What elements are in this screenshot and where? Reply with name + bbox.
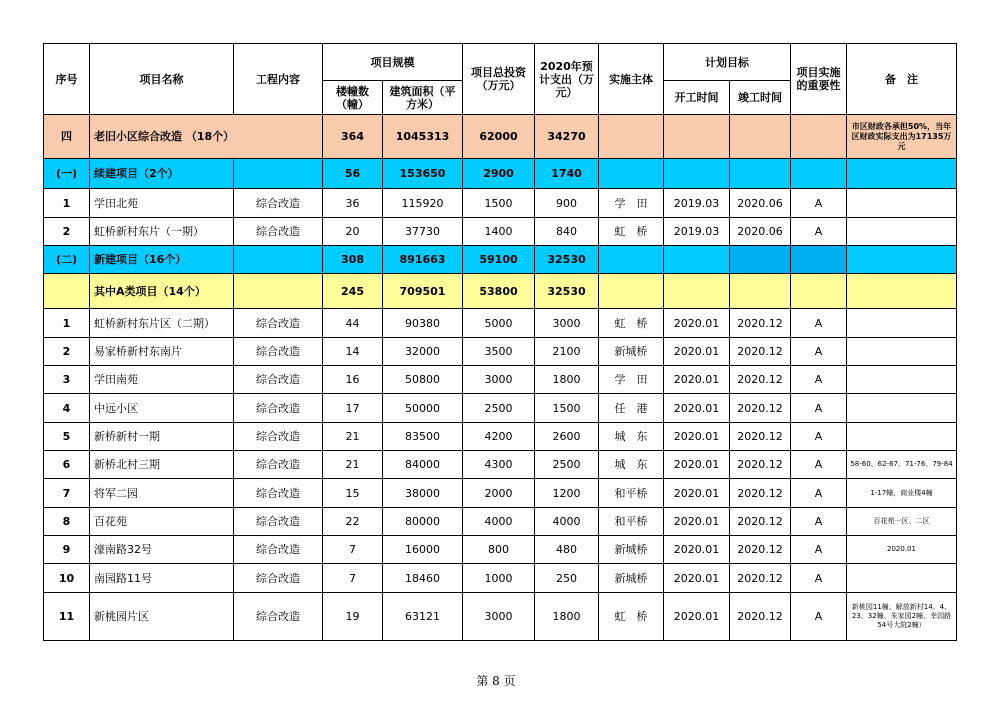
cell-start: 2020.01 [664,309,730,338]
cell-start: 2019.03 [664,189,730,218]
cell-subject: 任 港 [599,394,664,423]
cell-name: 虹桥新村东片区（二期） [90,309,234,338]
header-start: 开工时间 [664,81,730,115]
cell-finish: 2020.12 [730,423,791,451]
cell-name: 中远小区 [90,394,234,423]
cell-content: 综合改造 [234,564,323,593]
cell-subject: 虹 桥 [599,309,664,338]
cell-seq: 5 [44,423,90,451]
table-row [44,366,957,394]
cell-area: 63121 [383,593,463,641]
cell-remark [847,423,957,451]
cell-start: 2020.01 [664,338,730,366]
group1-name: 续建项目（2个） [90,159,234,189]
cell-name: 新桃园片区 [90,593,234,641]
cell-finish: 2020.12 [730,479,791,508]
group2-row [44,246,957,274]
cell-finish: 2020.12 [730,309,791,338]
cell-finish: 2020.12 [730,451,791,479]
cell-subject: 新城桥 [599,338,664,366]
table-row [44,508,957,536]
cell-expense: 900 [535,189,599,218]
cell-subject: 和平桥 [599,479,664,508]
cell-finish: 2020.12 [730,536,791,564]
cell-start: 2020.01 [664,451,730,479]
cell-area: 18460 [383,564,463,593]
cell-remark [847,366,957,394]
summary-seq: 四 [44,115,90,159]
cell-finish: 2020.12 [730,508,791,536]
cell-buildings: 19 [323,593,383,641]
cell-area: 37730 [383,218,463,246]
cell-subject: 虹 桥 [599,218,664,246]
cell-name: 学田南苑 [90,366,234,394]
cell-investment: 3000 [463,366,535,394]
cell-area: 90380 [383,309,463,338]
groupA-row [44,274,957,309]
group1-row [44,159,957,189]
table-row [44,536,957,564]
cell-expense: 2500 [535,451,599,479]
groupA-expense: 32530 [535,274,599,309]
cell-expense: 1800 [535,593,599,641]
cell-remark: 58-60、62-67、71-76、79-84 [847,451,957,479]
cell-name: 新桥新村一期 [90,423,234,451]
cell-finish: 2020.12 [730,564,791,593]
cell-content: 综合改造 [234,309,323,338]
cell-buildings: 21 [323,423,383,451]
summary-area: 1045313 [383,115,463,159]
header-plan: 计划目标 [664,44,791,81]
table-row [44,423,957,451]
cell-expense: 4000 [535,508,599,536]
cell-name: 新桥北村三期 [90,451,234,479]
cell-buildings: 7 [323,536,383,564]
cell-buildings: 36 [323,189,383,218]
group1-expense: 1740 [535,159,599,189]
cell-buildings: 16 [323,366,383,394]
cell-seq: 4 [44,394,90,423]
cell-name: 百花苑 [90,508,234,536]
cell-area: 83500 [383,423,463,451]
cell-seq: 9 [44,536,90,564]
cell-area: 32000 [383,338,463,366]
cell-content: 综合改造 [234,366,323,394]
cell-expense: 2100 [535,338,599,366]
group1-investment: 2900 [463,159,535,189]
cell-content: 综合改造 [234,451,323,479]
summary-investment: 62000 [463,115,535,159]
header-scale: 项目规模 [323,44,463,81]
cell-content: 综合改造 [234,394,323,423]
cell-content: 综合改造 [234,593,323,641]
group1-area: 153650 [383,159,463,189]
cell-expense: 2600 [535,423,599,451]
cell-importance: A [791,189,847,218]
cell-remark [847,338,957,366]
cell-buildings: 21 [323,451,383,479]
cell-remark [847,218,957,246]
cell-start: 2020.01 [664,479,730,508]
cell-seq: 7 [44,479,90,508]
cell-seq: 1 [44,309,90,338]
cell-area: 115920 [383,189,463,218]
cell-expense: 840 [535,218,599,246]
cell-buildings: 44 [323,309,383,338]
project-table [43,43,957,641]
cell-seq: 8 [44,508,90,536]
cell-expense: 3000 [535,309,599,338]
header-name: 项目名称 [90,44,234,115]
cell-start: 2020.01 [664,366,730,394]
cell-investment: 3500 [463,338,535,366]
header-investment: 项目总投资（万元） [463,44,535,115]
cell-subject: 学 田 [599,366,664,394]
cell-finish: 2020.12 [730,366,791,394]
header-seq: 序号 [44,44,90,115]
cell-start: 2020.01 [664,536,730,564]
group2-name: 新建项目（16个） [90,246,234,274]
cell-importance: A [791,423,847,451]
cell-importance: A [791,309,847,338]
group2-expense: 32530 [535,246,599,274]
cell-importance: A [791,536,847,564]
group1-buildings: 56 [323,159,383,189]
header-subject: 实施主体 [599,44,664,115]
cell-area: 38000 [383,479,463,508]
cell-investment: 2500 [463,394,535,423]
cell-expense: 480 [535,536,599,564]
group2-buildings: 308 [323,246,383,274]
cell-subject: 学 田 [599,189,664,218]
cell-buildings: 17 [323,394,383,423]
groupA-investment: 53800 [463,274,535,309]
cell-area: 50800 [383,366,463,394]
cell-remark [847,564,957,593]
cell-importance: A [791,451,847,479]
cell-importance: A [791,394,847,423]
cell-finish: 2020.06 [730,189,791,218]
cell-seq: 3 [44,366,90,394]
table-row [44,451,957,479]
cell-buildings: 15 [323,479,383,508]
cell-seq: 10 [44,564,90,593]
cell-investment: 1500 [463,189,535,218]
cell-buildings: 14 [323,338,383,366]
cell-buildings: 7 [323,564,383,593]
cell-content: 综合改造 [234,189,323,218]
group2-area: 891663 [383,246,463,274]
cell-importance: A [791,593,847,641]
table-row [44,218,957,246]
cell-investment: 4300 [463,451,535,479]
header-content: 工程内容 [234,44,323,115]
cell-importance: A [791,479,847,508]
cell-remark [847,394,957,423]
cell-remark [847,189,957,218]
cell-remark: 2020.01 [847,536,957,564]
cell-content: 综合改造 [234,218,323,246]
page-number: 第 8 页 [476,674,516,688]
cell-seq: 6 [44,451,90,479]
cell-seq: 2 [44,218,90,246]
cell-importance: A [791,564,847,593]
cell-content: 综合改造 [234,536,323,564]
header-finish: 竣工时间 [730,81,791,115]
cell-seq: 1 [44,189,90,218]
cell-importance: A [791,218,847,246]
cell-investment: 800 [463,536,535,564]
cell-content: 综合改造 [234,338,323,366]
table-row [44,394,957,423]
cell-area: 80000 [383,508,463,536]
cell-subject: 新城桥 [599,564,664,593]
cell-subject: 新城桥 [599,536,664,564]
cell-content: 综合改造 [234,423,323,451]
summary-buildings: 364 [323,115,383,159]
cell-remark [847,309,957,338]
header-remark: 备 注 [847,44,957,115]
cell-finish: 2020.12 [730,394,791,423]
header-row-1 [44,44,957,81]
cell-area: 16000 [383,536,463,564]
cell-content: 综合改造 [234,479,323,508]
cell-remark: 百花苑一区、二区 [847,508,957,536]
header-buildings: 楼幢数（幢） [323,81,383,115]
cell-content: 综合改造 [234,508,323,536]
table-row [44,309,957,338]
cell-importance: A [791,508,847,536]
cell-area: 50000 [383,394,463,423]
cell-buildings: 20 [323,218,383,246]
groupA-area: 709501 [383,274,463,309]
cell-area: 84000 [383,451,463,479]
cell-subject: 虹 桥 [599,593,664,641]
summary-name: 老旧小区综合改造 （18个） [90,115,323,159]
group2-investment: 59100 [463,246,535,274]
cell-start: 2020.01 [664,564,730,593]
cell-finish: 2020.12 [730,593,791,641]
cell-start: 2020.01 [664,593,730,641]
groupA-buildings: 245 [323,274,383,309]
cell-importance: A [791,338,847,366]
cell-investment: 3000 [463,593,535,641]
cell-investment: 4200 [463,423,535,451]
table-row [44,338,957,366]
cell-investment: 5000 [463,309,535,338]
cell-expense: 250 [535,564,599,593]
cell-start: 2020.01 [664,394,730,423]
summary-row [44,115,957,159]
cell-importance: A [791,366,847,394]
cell-name: 易家桥新村东南片 [90,338,234,366]
table-row [44,564,957,593]
cell-investment: 2000 [463,479,535,508]
cell-seq: 2 [44,338,90,366]
table-row [44,189,957,218]
groupA-name: 其中A类项目（14个） [90,274,234,309]
cell-start: 2020.01 [664,423,730,451]
cell-buildings: 22 [323,508,383,536]
header-area: 建筑面积（平方米） [383,81,463,115]
cell-subject: 和平桥 [599,508,664,536]
table-row [44,593,957,641]
header-expense-2020: 2020年预计支出（万元） [535,44,599,115]
cell-finish: 2020.06 [730,218,791,246]
cell-subject: 城 东 [599,451,664,479]
cell-finish: 2020.12 [730,338,791,366]
cell-remark: 1-17幢，商业楼4幢 [847,479,957,508]
cell-subject: 城 东 [599,423,664,451]
cell-expense: 1800 [535,366,599,394]
cell-start: 2019.03 [664,218,730,246]
cell-name: 将军二园 [90,479,234,508]
cell-name: 学田北苑 [90,189,234,218]
cell-name: 南园路11号 [90,564,234,593]
cell-name: 虹桥新村东片（一期） [90,218,234,246]
cell-remark: 新桃园11幢、解放新村14、4、23、32幢、朱家园2幢、幸园路54号大院2幢） [847,593,957,641]
group2-seq: (二) [44,246,90,274]
cell-expense: 1200 [535,479,599,508]
header-importance: 项目实施的重要性 [791,44,847,115]
cell-investment: 1400 [463,218,535,246]
cell-start: 2020.01 [664,508,730,536]
summary-expense: 34270 [535,115,599,159]
summary-remark: 市区财政各承担50%，当年区财政实际支出为17135万元 [847,115,957,159]
cell-investment: 1000 [463,564,535,593]
cell-seq: 11 [44,593,90,641]
cell-investment: 4000 [463,508,535,536]
cell-name: 濠南路32号 [90,536,234,564]
group1-seq: (一) [44,159,90,189]
cell-expense: 1500 [535,394,599,423]
table-row [44,479,957,508]
